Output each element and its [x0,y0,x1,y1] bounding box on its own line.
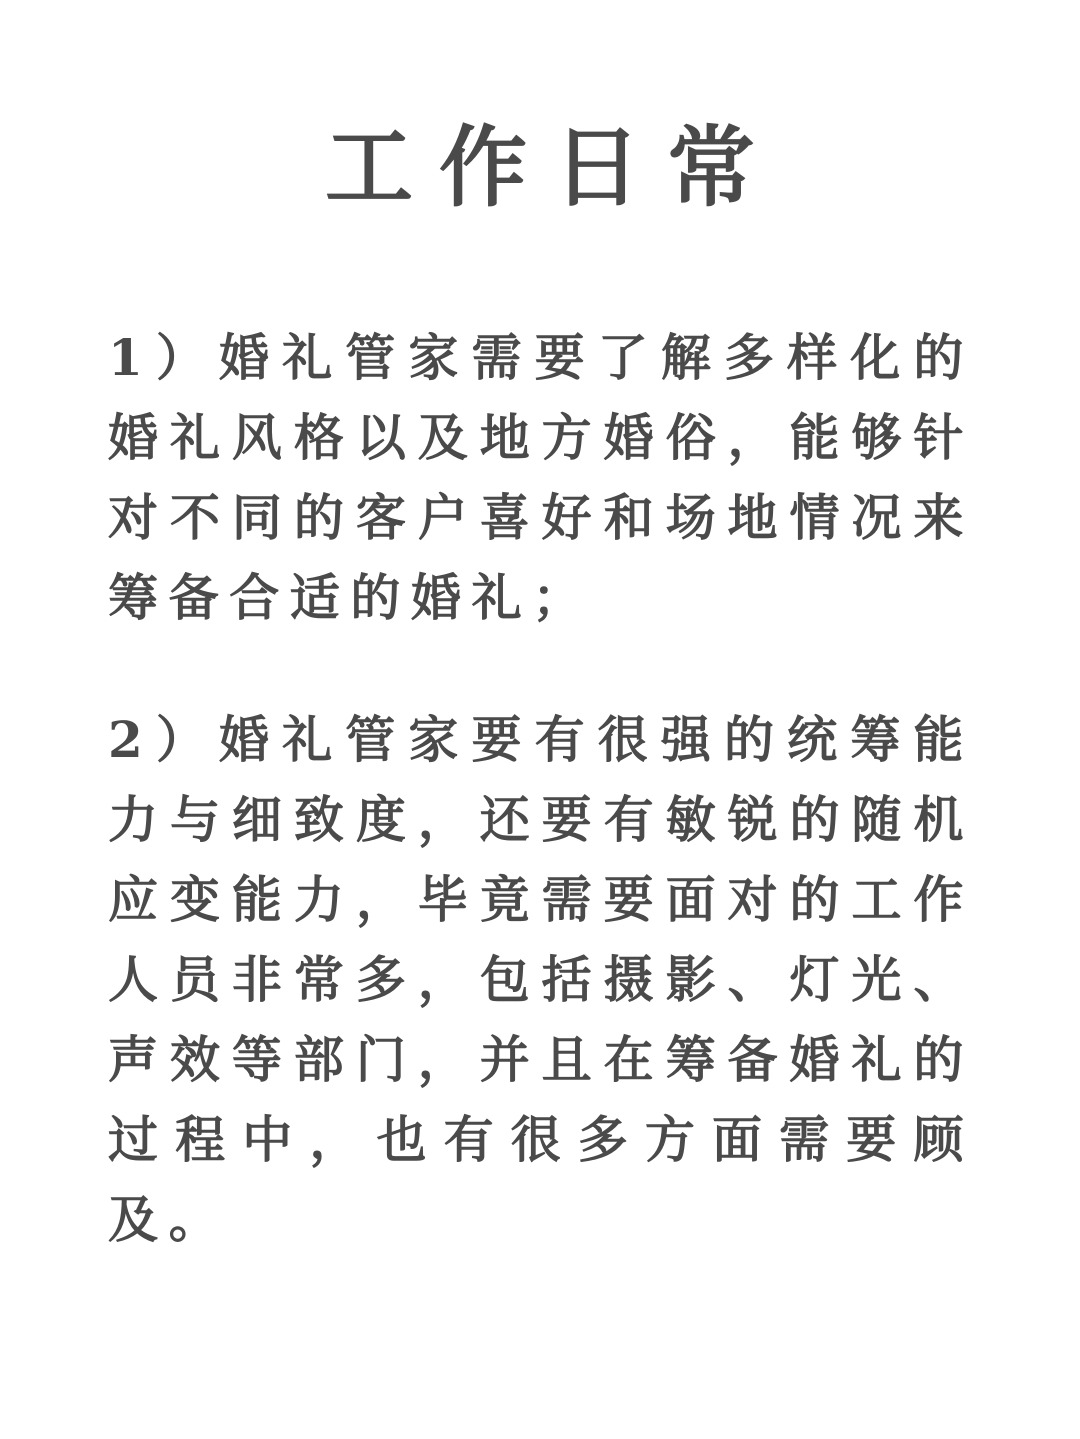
page-title: 工作日常 [324,115,781,219]
paragraph-2: 2）婚礼管家要有很强的统筹能力与细致度，还要有敏锐的随机应变能力，毕竟需要面对的工作人员非常多，包括摄影、灯光、声效等部门，并且在筹备婚礼的过程中，也有很多方面需要顾及。 [108,710,974,1249]
paragraph-1: 1）婚礼管家需要了解多样化的婚礼风格以及地方婚俗，能够针对不同的客户喜好和场地情况来筹备合适的婚礼； [108,328,974,627]
